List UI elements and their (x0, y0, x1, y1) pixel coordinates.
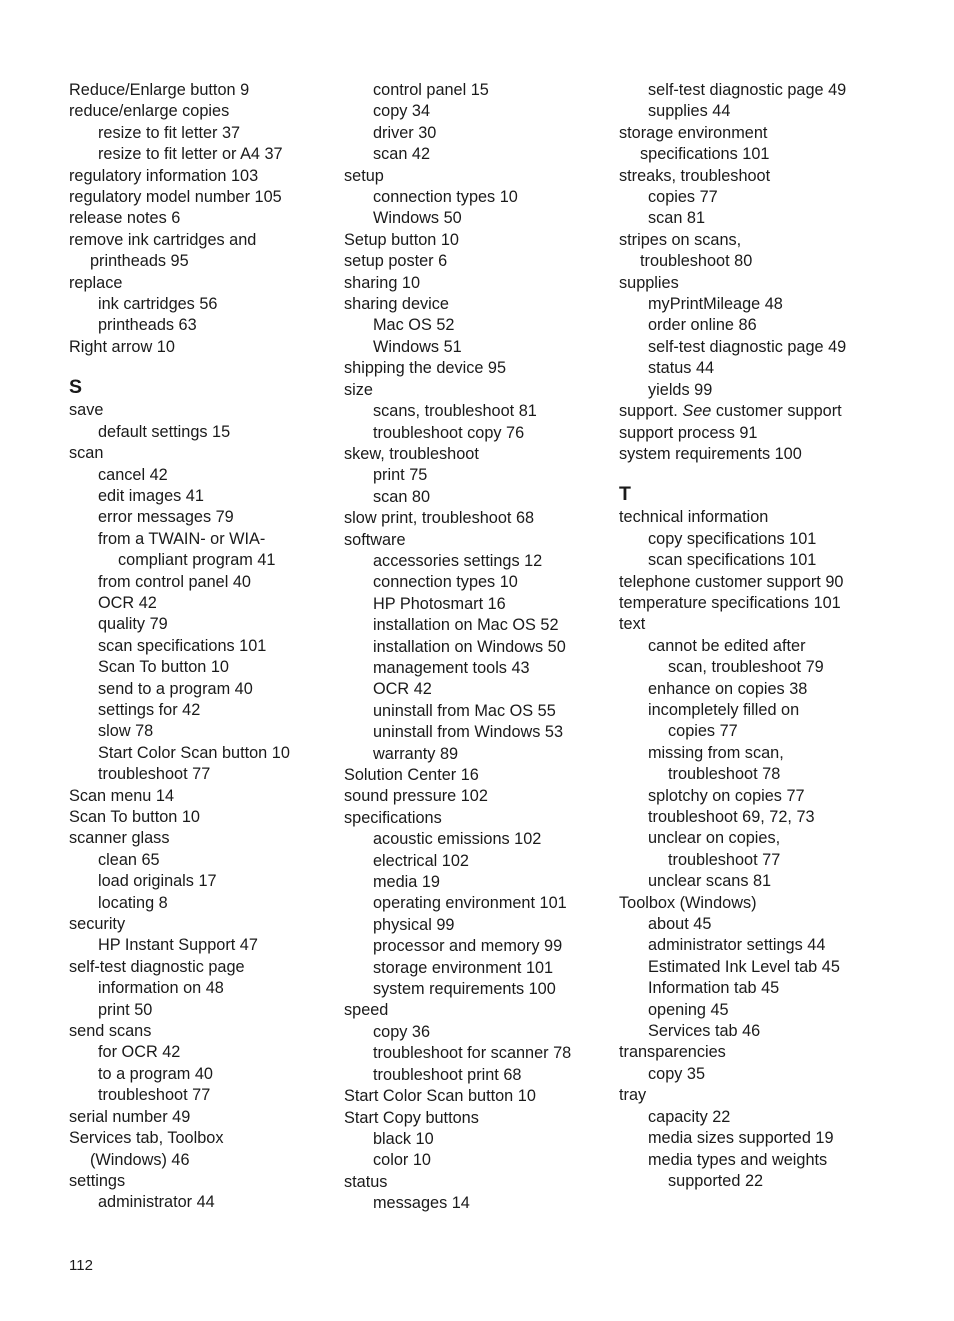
index-subentry: HP Photosmart 16 (373, 594, 506, 613)
see-reference: See (682, 402, 712, 421)
index-entry: Setup button 10 (344, 230, 459, 249)
index-subentry: administrator 44 (98, 1193, 215, 1212)
index-entry: setup (344, 166, 384, 185)
index-subentry: information on 48 (98, 979, 224, 998)
index-entry-continuation: scan, troubleshoot 79 (668, 658, 824, 677)
section-spacer (619, 465, 846, 481)
index-subentry: black 10 (373, 1129, 434, 1148)
index-subentry: Information tab 45 (648, 979, 780, 998)
index-subentry: driver 30 (373, 123, 437, 142)
index-subentry: splotchy on copies 77 (648, 786, 805, 805)
index-subentry: locating 8 (98, 893, 168, 912)
index-subentry: color 10 (373, 1151, 431, 1170)
index-subentry: OCR 42 (98, 593, 157, 612)
index-subentry: troubleshoot for scanner 78 (373, 1044, 572, 1063)
index-entry-continuation: troubleshoot 77 (668, 850, 781, 869)
index-subentry: acoustic emissions 102 (373, 830, 542, 849)
index-entry: release notes 6 (69, 209, 181, 228)
index-subentry: administrator settings 44 (648, 936, 826, 955)
index-entry: supplies (619, 273, 679, 292)
index-section-letter: S (69, 376, 83, 399)
index-subentry: troubleshoot 69, 72, 73 (648, 808, 815, 826)
index-subentry: physical 99 (373, 915, 455, 934)
index-entry: serial number 49 (69, 1107, 191, 1126)
index-subentry: missing from scan, (648, 743, 784, 762)
index-entry: scan (69, 444, 104, 463)
page-number: 112 (69, 1257, 93, 1274)
index-entry-continuation: supported 22 (668, 1171, 764, 1190)
index-entry: support process 91 (619, 423, 758, 442)
index-entry: stripes on scans, (619, 230, 742, 249)
index-entry: skew, troubleshoot (344, 444, 479, 463)
index-subentry: supplies 44 (648, 102, 731, 121)
index-subentry: order online 86 (648, 316, 757, 335)
index-subentry: error messages 79 (98, 508, 234, 527)
index-subentry: media sizes supported 19 (648, 1129, 834, 1148)
index-entry: reduce/enlarge copies (69, 102, 230, 121)
index-entry: Start Color Scan button 10 (344, 1087, 536, 1106)
index-entry: self-test diagnostic page (69, 957, 245, 976)
index-subentry: warranty 89 (373, 744, 459, 763)
index-entry: storage environment (619, 123, 768, 142)
index-entry: slow print, troubleshoot 68 (344, 509, 535, 528)
index-entry: tray (619, 1086, 647, 1105)
section-spacer (69, 358, 290, 374)
index-entry: Services tab, Toolbox (69, 1129, 224, 1148)
index-subentry: system requirements 100 (373, 980, 556, 999)
index-entry-continuation: specifications 101 (640, 145, 770, 164)
index-entry: Scan menu 14 (69, 786, 174, 805)
index-subentry: Windows 51 (373, 337, 462, 356)
index-subentry: resize to fit letter 37 (98, 123, 241, 142)
index-subentry: uninstall from Windows 53 (373, 723, 564, 742)
index-subentry: from control panel 40 (98, 572, 251, 591)
index-subentry: self-test diagnostic page 49 (648, 337, 847, 356)
entry-text-target: customer support (711, 402, 842, 421)
index-subentry: ink cartridges 56 (98, 295, 218, 314)
index-entry: regulatory information 103 (69, 166, 259, 185)
index-section-letter: T (619, 483, 631, 506)
index-subentry: troubleshoot 77 (98, 765, 211, 784)
index-subentry: scan 81 (648, 209, 706, 228)
index-entry: regulatory model number 105 (69, 188, 282, 207)
index-subentry: copies 77 (648, 188, 718, 207)
index-subentry: clean 65 (98, 850, 160, 869)
index-entry: temperature specifications 101 (619, 593, 841, 612)
index-entry: speed (344, 1001, 389, 1020)
index-entry: Toolbox (Windows) (619, 893, 757, 912)
index-entry: software (344, 530, 406, 549)
index-entry-continuation: compliant program 41 (118, 551, 276, 570)
index-subentry: resize to fit letter or A4 37 (98, 145, 283, 164)
index-subentry: printheads 63 (98, 316, 197, 335)
index-entry: transparencies (619, 1043, 726, 1062)
index-column-1 (69, 80, 290, 1214)
index-entry: Reduce/Enlarge button 9 (69, 81, 250, 99)
index-entry-continuation: printheads 95 (90, 252, 189, 271)
index-subentry: Start Color Scan button 10 (98, 743, 290, 762)
index-entry: shipping the device 95 (344, 359, 507, 378)
index-entry: replace (69, 273, 123, 292)
index-entry: sharing 10 (344, 273, 421, 292)
index-entry-continuation: copies 77 (668, 722, 738, 741)
index-subentry: processor and memory 99 (373, 937, 563, 956)
index-entry-continuation: (Windows) 46 (90, 1150, 190, 1169)
index-subentry: edit images 41 (98, 486, 204, 505)
index-subentry: copy specifications 101 (648, 529, 817, 548)
index-subentry: messages 14 (373, 1194, 470, 1213)
index-subentry: myPrintMileage 48 (648, 295, 783, 314)
index-subentry: OCR 42 (373, 680, 432, 699)
index-subentry: troubleshoot print 68 (373, 1065, 522, 1084)
index-entry: remove ink cartridges and (69, 230, 257, 249)
index-entry: text (619, 615, 646, 634)
index-subentry: print 75 (373, 466, 428, 485)
index-subentry: unclear scans 81 (648, 872, 772, 891)
index-subentry: HP Instant Support 47 (98, 936, 258, 955)
index-entry: scanner glass (69, 829, 170, 848)
index-subentry: copy 34 (373, 102, 431, 121)
index-entry: specifications (344, 808, 442, 827)
index-entry: save (69, 401, 104, 420)
index-subentry: quality 79 (98, 615, 168, 634)
index-entry: status (344, 1172, 388, 1191)
index-subentry: unclear on copies, (648, 829, 781, 848)
index-subentry: Estimated Ink Level tab 45 (648, 957, 840, 976)
index-entry: setup poster 6 (344, 252, 448, 271)
index-subentry: settings for 42 (98, 700, 201, 719)
index-subentry: media types and weights (648, 1150, 828, 1169)
index-subentry: scan specifications 101 (648, 551, 817, 570)
index-subentry: scan specifications 101 (98, 636, 267, 655)
index-subentry: yields 99 (648, 380, 713, 399)
index-subentry: copy 36 (373, 1022, 431, 1041)
index-subentry: installation on Windows 50 (373, 637, 566, 656)
index-subentry: Windows 50 (373, 209, 462, 228)
index-subentry: media 19 (373, 873, 440, 892)
index-subentry: status 44 (648, 359, 715, 378)
index-entry: system requirements 100 (619, 444, 802, 463)
index-subentry: operating environment 101 (373, 894, 567, 913)
index-entry: Scan To button 10 (69, 808, 200, 826)
index-subentry: scans, troubleshoot 81 (373, 402, 537, 421)
index-subentry: capacity 22 (648, 1107, 731, 1126)
index-subentry: accessories settings 12 (373, 551, 543, 570)
index-subentry: connection types 10 (373, 188, 518, 207)
index-entry: settings (69, 1171, 126, 1190)
entry-text: support. (619, 402, 683, 421)
index-entry: Start Copy buttons (344, 1108, 479, 1127)
index-subentry: send to a program 40 (98, 679, 253, 698)
index-subentry: electrical 102 (373, 851, 469, 870)
index-subentry: from a TWAIN- or WIA- (98, 529, 266, 548)
index-subentry: troubleshoot 77 (98, 1086, 211, 1105)
index-subentry: troubleshoot copy 76 (373, 423, 525, 442)
index-subentry: default settings 15 (98, 422, 231, 441)
index-entry: sound pressure 102 (344, 787, 488, 806)
index-subentry: load originals 17 (98, 872, 217, 891)
index-entry: send scans (69, 1022, 152, 1041)
index-entry: sharing device (344, 295, 449, 314)
index-entry: streaks, troubleshoot (619, 166, 771, 185)
index-subentry: installation on Mac OS 52 (373, 616, 559, 635)
index-subentry: cancel 42 (98, 465, 168, 484)
index-subentry: management tools 43 (373, 658, 530, 677)
index-column-2 (344, 80, 571, 1215)
index-subentry: Mac OS 52 (373, 316, 455, 335)
index-subentry: Services tab 46 (648, 1022, 761, 1041)
index-entry: technical information (619, 508, 769, 527)
index-subentry: enhance on copies 38 (648, 679, 808, 698)
index-subentry: copy 35 (648, 1064, 706, 1083)
index-subentry: control panel 15 (373, 81, 489, 99)
index-subentry: incompletely filled on (648, 700, 800, 719)
index-entry: size (344, 380, 373, 399)
index-subentry: Scan To button 10 (98, 658, 229, 677)
index-entry-continuation: troubleshoot 80 (640, 252, 753, 271)
index-subentry: print 50 (98, 1000, 153, 1019)
index-subentry: connection types 10 (373, 573, 518, 592)
index-subentry: scan 42 (373, 145, 431, 164)
index-subentry: for OCR 42 (98, 1043, 181, 1062)
index-subentry: to a program 40 (98, 1064, 213, 1083)
index-subentry: self-test diagnostic page 49 (648, 81, 847, 99)
index-subentry: scan 80 (373, 487, 431, 506)
index-subentry: storage environment 101 (373, 958, 554, 977)
index-entry: Solution Center 16 (344, 766, 479, 784)
index-entry: Right arrow 10 (69, 337, 175, 356)
index-entry-cross-reference (619, 401, 846, 422)
index-entry: security (69, 915, 126, 934)
index-entry-continuation: troubleshoot 78 (668, 765, 781, 784)
index-subentry: uninstall from Mac OS 55 (373, 701, 556, 720)
index-entry: telephone customer support 90 (619, 572, 844, 591)
index-subentry: about 45 (648, 915, 712, 934)
index-subentry: slow 78 (98, 722, 154, 741)
index-subentry: opening 45 (648, 1000, 729, 1019)
index-subentry: cannot be edited after (648, 636, 806, 655)
index-column-3 (619, 80, 846, 1192)
